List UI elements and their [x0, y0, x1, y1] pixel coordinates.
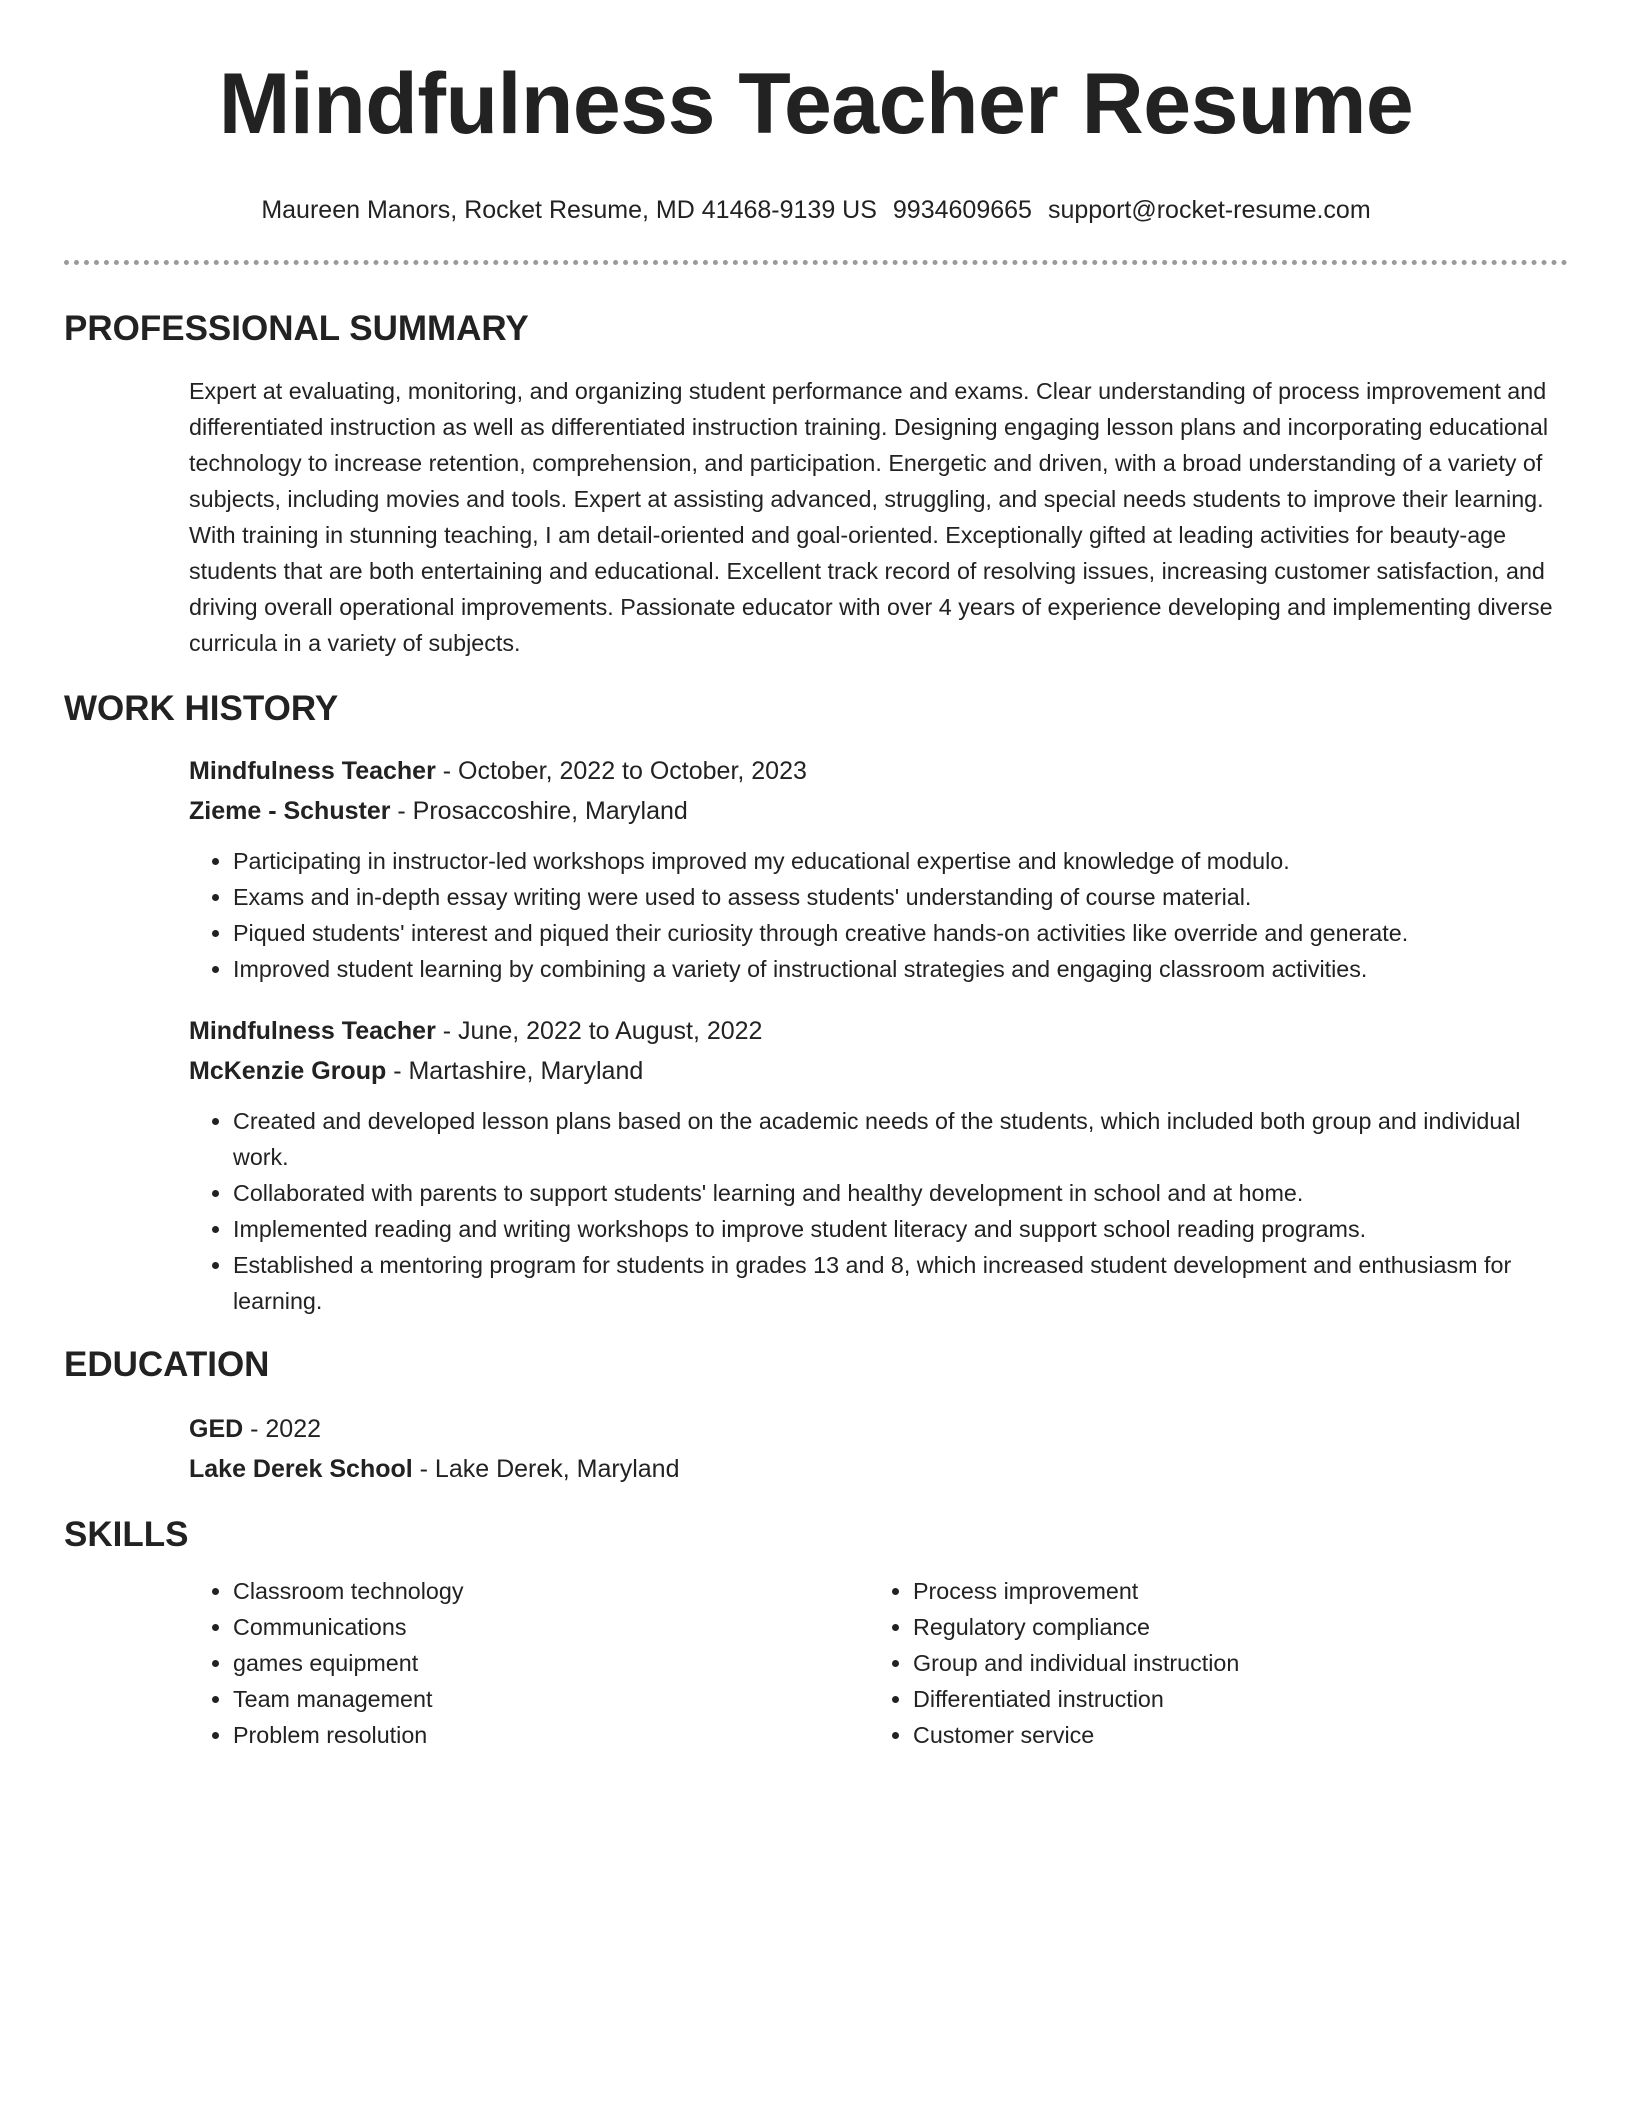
job-bullet: • Improved student learning by combining a variety of instructional strategies and engaging classroom activities.: [233, 951, 1568, 987]
skills-heading: SKILLS: [64, 1515, 189, 1554]
contact-phone: 9934609665: [892, 196, 1032, 224]
job-company: Zieme - Schuster: [189, 797, 391, 825]
skill-item: • Team management: [233, 1681, 869, 1717]
skill-item: • games equipment: [233, 1645, 869, 1681]
resume-title: Mindfulness Teacher Resume: [218, 56, 1414, 152]
summary-text: Expert at evaluating, monitoring, and organizing student performance and exams. Clear understanding of process improvement and differentiated instruction as well as differentiated instruction training. Designing engaging lesson plans and incorporating educational technology to increase retention, comprehension, and participation. Energetic and driven, with a broad understanding of a variety of subjects, including movies and tools. Expert at assisting advanced, struggling, and special needs students to improve their learning. With training in stunning teaching, I am detail-oriented and goal-oriented. Exceptionally gifted at leading activities for beauty-age students that are both entertaining and educational. Excellent track record of resolving issues, increasing customer satisfaction, and driving overall operational improvements. Passionate educator with over 4 years of experience developing and implementing diverse curricula in a variety of subjects.: [189, 378, 1553, 656]
skill-item: • Communications: [233, 1609, 869, 1645]
job-title-line: [189, 751, 1568, 791]
skill-item: • Classroom technology: [233, 1573, 869, 1609]
job-company-line: [189, 791, 1568, 831]
education-heading: EDUCATION: [64, 1345, 270, 1384]
job-location: - Prosaccoshire, Maryland: [390, 797, 688, 825]
contact-email: support@rocket-resume.com: [1047, 196, 1371, 224]
job-title: Mindfulness Teacher: [189, 757, 436, 785]
job-bullet: • Collaborated with parents to support students' learning and healthy development in school and at home.: [233, 1175, 1568, 1211]
header-divider: [64, 260, 1568, 265]
skill-item: • Differentiated instruction: [913, 1681, 1549, 1717]
skills-grid: [189, 1573, 1568, 1753]
skills-column-right: [869, 1573, 1549, 1753]
job-bullets: [189, 843, 1568, 987]
job-location: - Martashire, Maryland: [386, 1057, 644, 1085]
job-bullet: • Created and developed lesson plans based on the academic needs of the students, which included both group and individual work.: [233, 1103, 1568, 1175]
education-year: - 2022: [243, 1415, 322, 1443]
skill-item: • Regulatory compliance: [913, 1609, 1549, 1645]
education-degree-line: [189, 1409, 1568, 1449]
job-bullet: • Implemented reading and writing workshops to improve student literacy and support school reading programs.: [233, 1211, 1568, 1247]
skill-item: • Customer service: [913, 1717, 1549, 1753]
job-company-line: [189, 1051, 1568, 1091]
skill-item: • Problem resolution: [233, 1717, 869, 1753]
job-entry: [189, 1011, 1568, 1319]
education-degree: GED: [189, 1415, 244, 1443]
education-school-line: [189, 1449, 1568, 1489]
resume-page: [64, 0, 1568, 1753]
skill-item: • Process improvement: [913, 1573, 1549, 1609]
education-school: Lake Derek School: [189, 1455, 413, 1483]
job-bullet: • Piqued students' interest and piqued their curiosity through creative hands-on activities like override and generate.: [233, 915, 1568, 951]
education-location: - Lake Derek, Maryland: [412, 1455, 680, 1483]
contact-address: Maureen Manors, Rocket Resume, MD 41468-9139 US: [261, 196, 877, 224]
job-title-line: [189, 1011, 1568, 1051]
job-dates: - October, 2022 to October, 2023: [435, 757, 807, 785]
job-bullet: • Established a mentoring program for students in grades 13 and 8, which increased student development and enthusiasm for learning.: [233, 1247, 1568, 1319]
job-bullets: [189, 1103, 1568, 1319]
education-entry: [189, 1409, 1568, 1489]
skill-item: • Group and individual instruction: [913, 1645, 1549, 1681]
job-title: Mindfulness Teacher: [189, 1017, 436, 1045]
job-company: McKenzie Group: [189, 1057, 387, 1085]
job-bullet: • Exams and in-depth essay writing were used to assess students' understanding of course material.: [233, 879, 1568, 915]
contact-line: [64, 194, 1568, 226]
job-entry: [189, 751, 1568, 987]
work-history-heading: WORK HISTORY: [64, 689, 339, 728]
job-dates: - June, 2022 to August, 2022: [435, 1017, 763, 1045]
job-bullet: • Participating in instructor-led workshops improved my educational expertise and knowledge of modulo.: [233, 843, 1568, 879]
summary-heading: PROFESSIONAL SUMMARY: [64, 309, 529, 348]
skills-column-left: [189, 1573, 869, 1753]
